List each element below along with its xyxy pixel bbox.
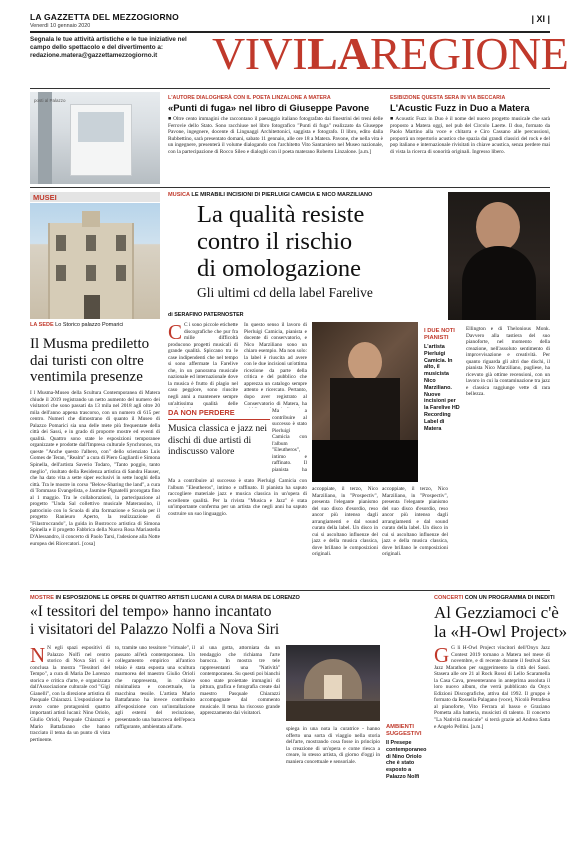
museum-body: I l Musma-Museo della Scultura Contemporanea di Matera chiude il 2019 registrando un netto aumento del numero dei visitatori che sono passati da 13 mila nel 2018 agli oltre 20 mila dell'anno appena trascorso, con un numero di 615 per centro. Numeri che dimostrano di quanto il Museo di Palazzo Pomarici sia una delle mete più frequentate della città dei Sassi, e in grado di proporre mostre ed eventi di qualità. Quattro sono state le esposizioni temporanee organizzate e prodotte dall'Impresa culturale Synchronos, tra queste "Anche questo l'albero, con" dello scienziato Luis Gomes de Teran, "Realm" a cura di Piero Gagliardi e Simona Spinella, dell'artista Saverio Todaro, "Tanto poggio, tanto meglio", risultato della Residenza artistica di Sandra Hauser, che ha dato vita a sette siper esclusivi in sette luoghi della città. Tra le mostre in corso "Below-Sharing the land", a cura di Tommaso Evangelista, e Jasmine Pignatelli prorogata fino al 1 maggio. Tra le collaborazioni, la partecipazione al progetto "Unda Sal collettivo musicale Materassino, il patrocinio con lo Scuola di alta formazione e Scuola per il progetto Ranieuro Aperto, la realizzazione di "Filastroccando", la guida in Bustrocco artistica di Simona Spinella e il progetto Fabbrica della Nuova Rosa Mariastella D'Alessandro, il concerto di Paolo Tarsi, l'adesione alla Notte europea dei Ricercatori. [cosa] [30,390,160,547]
masthead-date: Venerdì 10 gennaio 2020 [30,23,91,29]
pianist-photo-1 [448,192,550,320]
concert-title: Al Gezziamoci c'è la «H-Owl Project» [434,603,568,641]
section-promo: Segnala le tue attività artistiche e le tue iniziative nel campo dello spettacolo e del divertimento a: redazione.matera@gazzettamezzogiorno.it [30,36,187,59]
pianist-photo-2 [312,322,418,482]
book-photo [30,92,160,184]
exhibit-body-3: al una gotta, attorniata da un tendaggio che richiama l'arte barocca. In mostra tre tele rappresentanti una "Natività" contemporanea. Su questi poi bianchi sono state proiettate immagini di pittura, grafica e fotografia create dal maestro Pasquale Chiarazzi accompagnate dal commento musicale. Il tema ha riscosso grande apprezzamento dai visitatori. [200,645,280,717]
section-title: VIVILAREGIONE [212,28,569,79]
pianist-photo-label: I DUE NOTI PIANISTI [424,328,455,341]
presepe-photo [286,645,380,721]
exhibit-body-1: N N egli spazi espositivi di Palazzo Nolfi nel centro storico di Nova Siri si è conclusa la mostra "Tessitori del Tempo", a cura di Maria De Lorenzo storica e critica d'arte, e organizzata dall'Associazione culturale cod "Gigi Gianelli", con la direzione artistica di Pasquale Chiarazzi. L'esposizione ha avuto come protagonisti quattro importanti artisti lucani: Nino Oriolo, Giulio Orioli, Pasquale Chiarazzi e Mario Battafarano che hanno tracciato il tema da un punto di vista pertinente. [30,645,110,743]
exhibit-body-4: spiega in una nota la curatrice - hanno offerto una sorta di viaggio nella storia dell'arte, mostrando cosa fosse in principio la creazione di un'opera e come riesca a creare, lo stesso artista, di giorno d'oggi in maniera concettuale e sensoriale. [286,726,380,765]
museum-title: Il Musma prediletto dai turisti con oltre ventimila presenze [30,336,150,385]
brief1-title: «Punti di fuga» nel libro di Giuseppe Pavone [168,103,370,114]
museum-photo [30,203,160,319]
museum-label-box [30,192,160,202]
concert-kicker: CONCERTI CON UN PROGRAMMA DI INEDITI [434,595,555,601]
presepe-photo-caption: Il Presepe contemporaneo di Nino Oriolo che è stato esposto a Palazzo Nolfi [386,740,427,780]
brief1-kicker: L'AUTORE DIALOGHERÀ CON IL POETA LINZALONE A MATERA [168,95,331,101]
concert-body: G G li H-Owl Project vincitori dell'Onyx Jazz Contest 2019 tornano a Matera nel mese di novembre, e di recente durante il festival Sax Jazz Marathon per suggerimento la città dei Sassi. Stasera alle ore 21 al Rock Rossi di Lello Scaramella la Casa Cava, presenteranno in anteprima assoluta il loro nuovo album, che verrà pubblicato da Onyx Edizioni Discografiche, attiva dal 1992. Il gruppo è formato da Rossella Palagano (voce), Nicolò Petrafesa al pianoforte, Vito Ferrara al basso e Graziano Pometta alla batteria, musicisti di talento. Il concerto "La Natività musicale" si terrà grazie ad Andrea Satta e Angelo Pellini. [a.m.] [434,645,550,730]
museum-label: MUSEI [33,193,57,202]
music-title: La qualità resiste contro il rischio di omologazione [197,201,365,282]
music-body-3: Ma a contribuire al successo è stato Pierluigi Camicia con l'album "Eleutheros", intimo e raffinato. Il pianista ha [272,408,307,473]
brief2-body: ■ Acoustic Fuzz in Duo è il nome del nuovo progetto musicale che sarà proposto a Matera oggi, nel pub del Circolo Laerte. Il duo, formato da Paolo Martino alla voce e chitarra e Ciro Cassano alle percussioni, proporrà un repertorio acustico che spazia dai grandi classici del rock e del pop italiano e internazionale rivisitati in chiave acustica, senza perdere mai di vista la ricerca di sonorità originali. Ingresso libero. [390,116,550,155]
music-body-2: In questo senso il lavoro di Pierluigi Camicia, pianista e docente di conservatorio, e Nico Marziliano sono un chiaro esempio. Ma non solo: la label è riuscita ad avere con le due incisioni un'ottima ricezione da parte della critica e del pubblico che apprezza un catalogo sempre attento e ricercato. Pertanto, dopo aver registrato al Conservatorio di Matera, ha [244,322,307,407]
music-body-5: accoppiate, il terzo, Nico Marziliano, in "Prospectiv", presenta l'elegante pianismo del suo disco d'esordio, reso ancor più intenso dagli arrangiamenti e dal sound curato della label. Un disco in cui si ascoltano influenze del jazz e della musica classica, dove brillano le composizioni originali. [312,486,378,558]
page-number: | XI | [531,14,550,24]
music-body-4: Ma a contribuire al successo è stato Pierluigi Camicia con l'album "Eleutheros", intimo e raffinato. Il pianista ha saputo raccogliere materiale jazz e musica classica in un'opera di eccellente qualità. Per la rivista "Musica e Jazz" è stata un'importante conferma per un artista che negli anni ha saputo costruire un suo linguaggio. [168,478,307,517]
presepe-photo-label: AMBIENTI SUGGESTIVI [386,724,422,737]
exhibit-title: «I tessitori del tempo» hanno incantato i visitatori del Palazzo Nolfi a Nova Siri [30,603,280,638]
brief2-title: L'Acustic Fuzz in Duo a Matera [390,103,530,114]
pull-quote-label: DA NON PERDERE [168,408,270,420]
pianist-photo-caption: L'artista Pierluigi Camicia. In alto, il musicista Nico Marziliano. Nuove incisioni per la Farelive HD Recording Label di Matera [424,344,460,432]
masthead-paper: LA GAZZETTA DEL MEZZOGIORNO [30,12,179,22]
pull-quote-box [168,408,270,474]
exhibit-kicker: MOSTRE IN ESPOSIZIONE LE OPERE DI QUATTRO ARTISTI LUCANI A CURA DI MARIA DE LORENZO [30,595,300,601]
museum-caption: LA SEDE Lo Storico palazzo Pomarici [30,322,124,328]
brief2-kicker: ESIBIZIONE QUESTA SERA IN VIA BECCARIA [390,95,506,101]
music-kicker: MUSICA LE MIRABILI INCISIONI DI PIERLUIGI CAMICIA E NICO MARZILIANO [168,192,373,198]
music-byline: di SERAFINO PATERNOSTER [168,312,244,318]
promo-email: redazione.matera@gazzettamezzogiorno.it [30,52,158,59]
pull-quote-text: Musica classica e jazz nei dischi di due artisti di indiscusso valore [168,423,268,457]
music-body-7: Ellington e di Thelonious Monk. Davvero alla tastiera del suo pianoforte, nel momento della creazione, nell'assoluto sentimento di improvvisazione e creatività. Per quanto riguarda gli altri due dischi, il pianista Nico Marziliano, pugliese, ha ricevuto già ottime recensioni, con un lavoro in cui la contaminazione tra jazz e classica raggiunge vette di rara bellezza. [466,326,550,398]
book-photo-caption: posti al Palazzo [34,98,66,103]
exhibit-body-2: to, tramite uno tessitore "virtuale", il passato all'età contemporanea. Un collegamento empirico all'antico telaio è stata esposta una scultura marmorea del maestro Giulio Orioli che rappresenta, in chiave minimalista e concettuale, la macchina tessile. L'artista Mario Battafarano ha invece contribuito all'esposizione con un'installazione agli esterni del recinzione, presentando una baracceca dell'epoca raffigurante, ambientata all'arte. [115,645,195,730]
music-body-1: C C i sono piccole etichette discografiche che pur fra mille difficoltà producono progetti musicali di grande qualità. Spiccano tra le case indipendenti che nel tempo si sono affermate la Farelive che, in un panorama musicale nazionale ed internazionale dove la musica è frutto di plagio nel caso peggiore, sono riuscite negli anni a mantenere sempre un'altissima qualità delle [168,322,238,407]
music-body-6: accoppiate, il terzo, Nico Marziliano, in "Prospectiv", presenta l'elegante pianismo del suo disco d'esordio, reso ancor più intenso dagli arrangiamenti e dal sound curato della label. Un disco in cui si ascoltano influenze del jazz e della musica classica, dove brillano le composizioni originali. [382,486,448,558]
brief1-body: ■ Oltre cento immagini che raccontano il paesaggio italiano fotografato dai finestrini dei treni delle Ferrovie dello Stato. Sono racchiuse nel libro fotografico "Punti di fuga" realizzato da Giuseppe Pavone, ingegnere, docente di Linguaggi Architettonici, saggista e fotografo. Il libro, edito dalla Rubbettino, sarà presentato domani, sabato 11 gennaio, alle ore 18 a Matera. Pavone, che nella vita è un ingegnere, presenterà il volume dialogando con l'architetto Vito Santarsiero nel Museo nazionale, con la partecipazione di Rocco Sileo e dialoghi con il poeta materano Roberto Linzalone. [a.m.] [168,116,383,155]
music-subtitle: Gli ultimi cd della label Farelive [197,285,373,300]
